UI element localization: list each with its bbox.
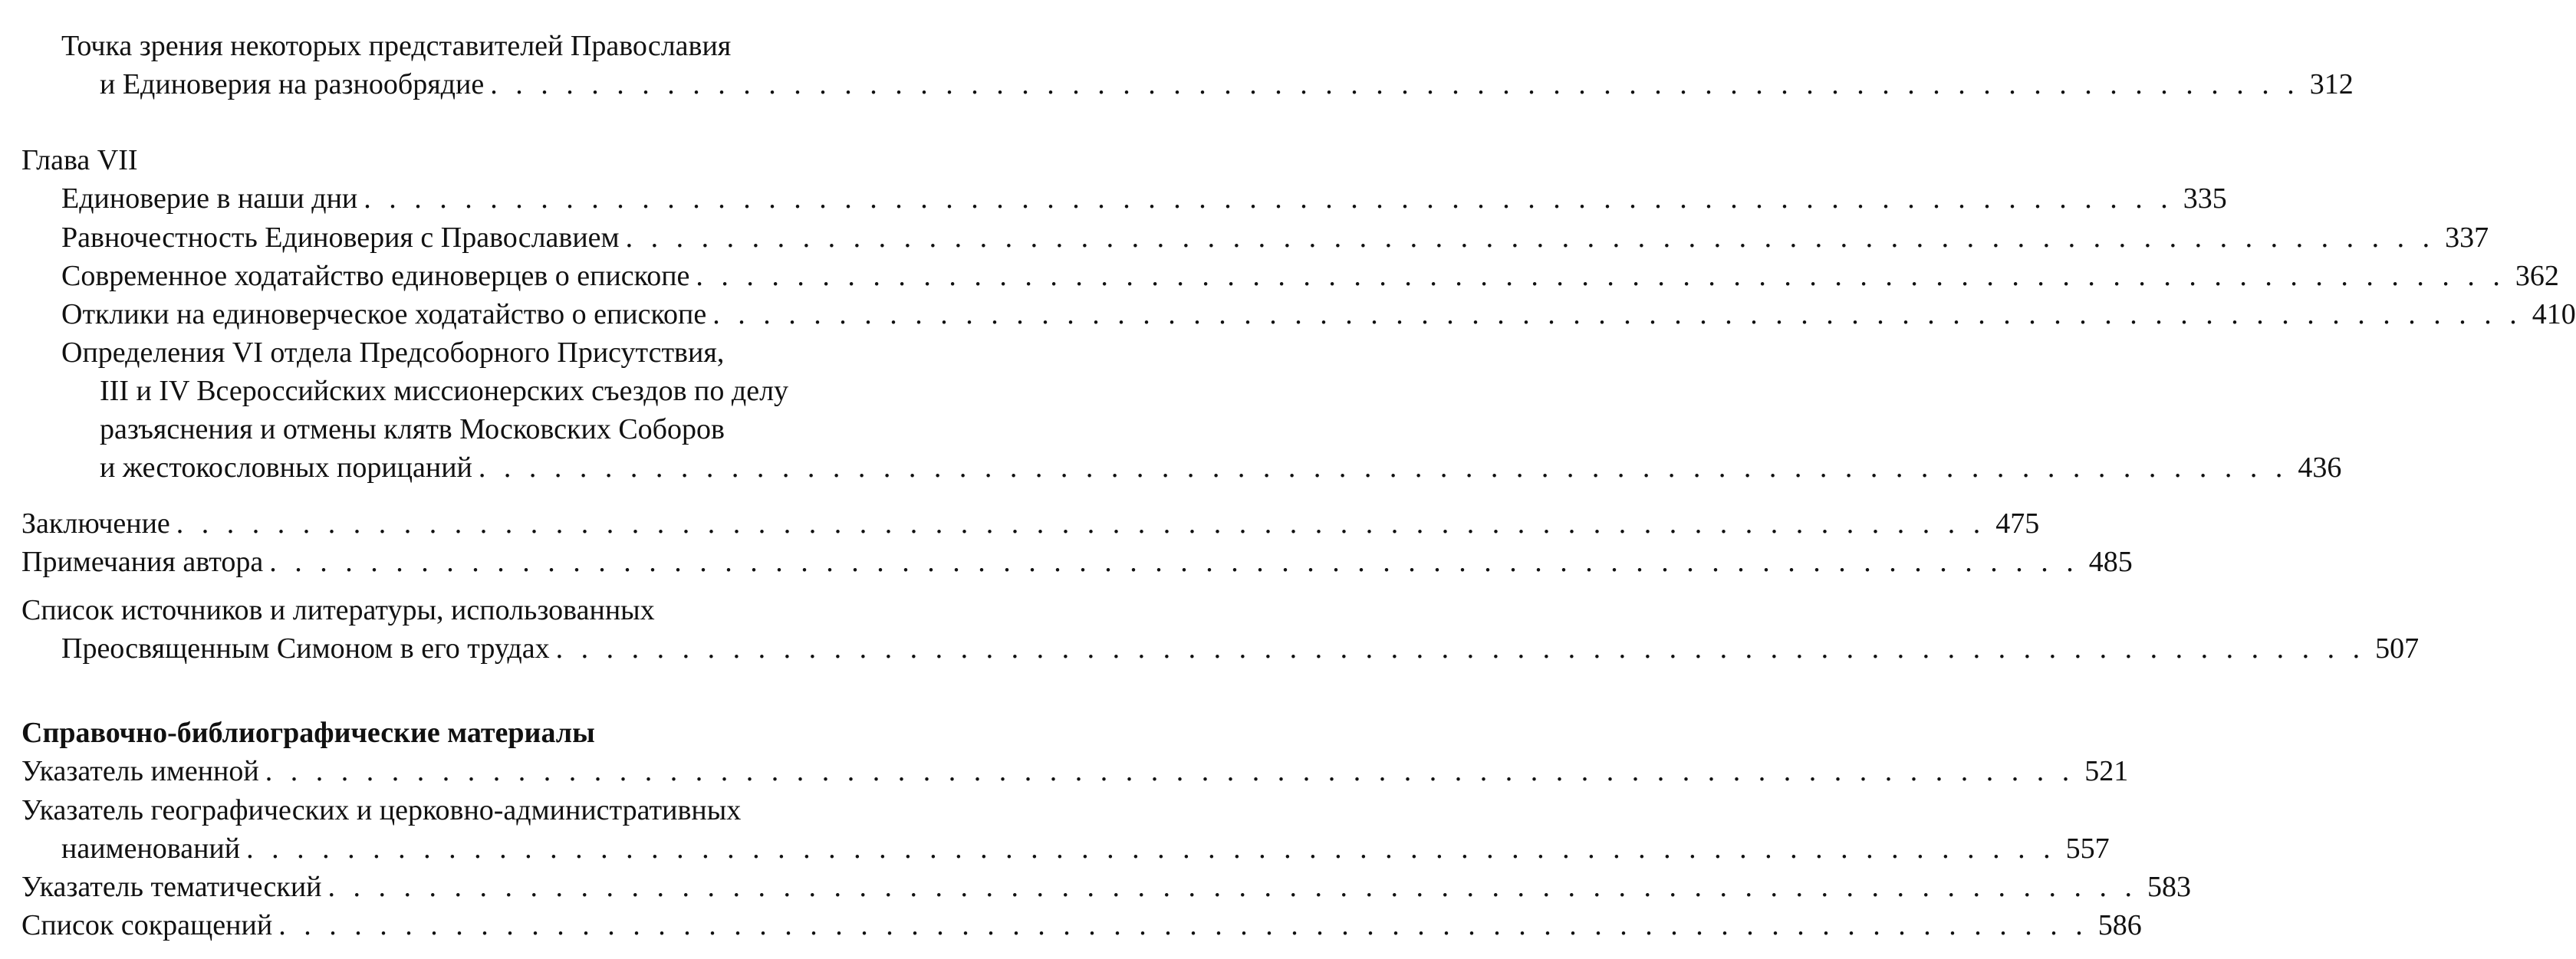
toc-entry-line [0, 371, 1127, 411]
leader-dots: . . . . . . . . . . . . . . . . . . . . . . . . . . . . . . . . . . . . . . . . . . . . . . . . . . . . . . . . . . . . . . . . . . . . . . . . [364, 182, 2173, 215]
toc-entry-line [0, 905, 2142, 945]
toc-entry-line [0, 790, 1127, 830]
toc-entry-line [0, 448, 2342, 488]
leader-dots: . . . . . . . . . . . . . . . . . . . . . . . . . . . . . . . . . . . . . . . . . . . . . . . . . . . . . . . . . . . . . . . . . . . . . . . . [327, 871, 2137, 903]
toc-entry-line [0, 542, 2133, 582]
toc-page-number: 335 [2183, 182, 2227, 215]
toc-entry-title: разъяснения и отмены клятв Московских Соборов [100, 413, 725, 445]
toc-entry-title: наименований [61, 833, 241, 865]
toc-entry-title: Указатель тематический [21, 871, 322, 903]
leader-dots: . . . . . . . . . . . . . . . . . . . . . . . . . . . . . . . . . . . . . . . . . . . . . . . . . . . . . . . . . . . . . . . . . . . . . . . . [490, 68, 2300, 100]
toc-entry-title: и Единоверия на разнообрядие [100, 68, 485, 100]
toc-entry-title: и жестокословных порицаний [100, 452, 472, 484]
toc-entry-title: Список источников и литературы, использованных [21, 594, 655, 626]
toc-page-number: 436 [2298, 452, 2342, 484]
toc-page-number: 337 [2445, 222, 2489, 254]
toc-page-number: 557 [2065, 833, 2110, 865]
toc-entry-title: Точка зрения некоторых представителей Православия [61, 30, 732, 62]
toc-entry-line [0, 829, 2110, 869]
toc-entry-line [0, 867, 2191, 907]
toc-leader-row [21, 504, 2040, 544]
toc-entry-title: Равночестность Единоверия с Православием [61, 222, 620, 254]
toc-leader-row [21, 905, 2142, 945]
toc-entry-title: Список сокращений [21, 909, 273, 941]
toc-leader-row [61, 829, 2110, 869]
chapter-heading-line [0, 140, 1127, 180]
toc-leader-row [61, 179, 2227, 218]
leader-dots: . . . . . . . . . . . . . . . . . . . . . . . . . . . . . . . . . . . . . . . . . . . . . . . . . . . . . . . . . . . . . . . . . . . . . . . . [712, 298, 2522, 330]
toc-entry-line [0, 64, 2354, 104]
toc-leader-row [21, 751, 2129, 791]
toc-entry-title: Отклики на единоверческое ходатайство о епископе [61, 298, 707, 330]
leader-dots: . . . . . . . . . . . . . . . . . . . . . . . . . . . . . . . . . . . . . . . . . . . . . . . . . . . . . . . . . . . . . . . . . . . . . . . . [696, 260, 2505, 292]
toc-page-number: 521 [2084, 755, 2129, 787]
toc-page-number: 507 [2375, 632, 2420, 665]
toc-entry-line [0, 590, 1127, 630]
toc-entry-line [0, 629, 2420, 668]
toc-entry-line [0, 218, 2489, 258]
toc-entry-line [0, 256, 2559, 296]
toc-leader-row [61, 218, 2489, 258]
toc-entry-line [0, 504, 2040, 544]
leader-dots: . . . . . . . . . . . . . . . . . . . . . . . . . . . . . . . . . . . . . . . . . . . . . . . . . . . . . . . . . . . . . . . . . . . . . . . . [478, 452, 2288, 484]
leader-dots: . . . . . . . . . . . . . . . . . . . . . . . . . . . . . . . . . . . . . . . . . . . . . . . . . . . . . . . . . . . . . . . . . . . . . . . . [246, 833, 2056, 865]
leader-dots: . . . . . . . . . . . . . . . . . . . . . . . . . . . . . . . . . . . . . . . . . . . . . . . . . . . . . . . . . . . . . . . . . . . . . . . . [625, 222, 2436, 254]
toc-entry-line [0, 26, 1127, 66]
toc-entry-title: Указатель географических и церковно-административных [21, 794, 742, 826]
toc-entry-line [0, 179, 2227, 218]
toc-page-number: 583 [2147, 871, 2191, 903]
toc-leader-row [21, 867, 2191, 907]
leader-dots: . . . . . . . . . . . . . . . . . . . . . . . . . . . . . . . . . . . . . . . . . . . . . . . . . . . . . . . . . . . . . . . . . . . . . . . . [269, 546, 2079, 578]
toc-leader-row [21, 542, 2133, 582]
leader-dots: . . . . . . . . . . . . . . . . . . . . . . . . . . . . . . . . . . . . . . . . . . . . . . . . . . . . . . . . . . . . . . . . . . . . . . . . [555, 632, 2366, 665]
toc-leader-row [61, 629, 2420, 668]
toc-entry-title: Указатель именной [21, 755, 259, 787]
toc-leader-row [100, 64, 2354, 104]
leader-dots: . . . . . . . . . . . . . . . . . . . . . . . . . . . . . . . . . . . . . . . . . . . . . . . . . . . . . . . . . . . . . . . . . . . . . . . . [278, 909, 2088, 941]
toc-entry-title: Примечания автора [21, 546, 264, 578]
toc-entry-title: III и IV Всероссийских миссионерских съездов по делу [100, 375, 789, 407]
section-heading-line [0, 713, 1127, 753]
toc-leader-row [61, 294, 2576, 334]
toc-entry-line [0, 294, 2576, 334]
toc-page-number: 410 [2532, 298, 2576, 330]
section-heading: Справочно-библиографические материалы [21, 717, 595, 749]
toc-entry-title: Определения VI отдела Предсоборного Присутствия, [61, 337, 725, 369]
toc-page-number: 362 [2515, 260, 2559, 292]
toc-entry-line [0, 751, 2129, 791]
toc-page-number: 485 [2088, 546, 2133, 578]
chapter-heading: Глава VII [21, 144, 138, 176]
toc-entry-line [0, 333, 1127, 373]
leader-dots: . . . . . . . . . . . . . . . . . . . . . . . . . . . . . . . . . . . . . . . . . . . . . . . . . . . . . . . . . . . . . . . . . . . . . . . . [176, 507, 1986, 540]
toc-entry-line [0, 409, 1127, 449]
toc-page-number: 312 [2309, 68, 2354, 100]
toc-leader-row [61, 256, 2559, 296]
toc-page-number: 475 [1995, 507, 2040, 540]
toc-entry-title: Современное ходатайство единоверцев о епископе [61, 260, 690, 292]
toc-entry-title: Единоверие в наши дни [61, 182, 358, 215]
toc-leader-row [100, 448, 2342, 488]
toc-page-number: 586 [2097, 909, 2142, 941]
leader-dots: . . . . . . . . . . . . . . . . . . . . . . . . . . . . . . . . . . . . . . . . . . . . . . . . . . . . . . . . . . . . . . . . . . . . . . . . [265, 755, 2075, 787]
toc-entry-title: Преосвященным Симоном в его трудах [61, 632, 550, 665]
toc-entry-title: Заключение [21, 507, 170, 540]
